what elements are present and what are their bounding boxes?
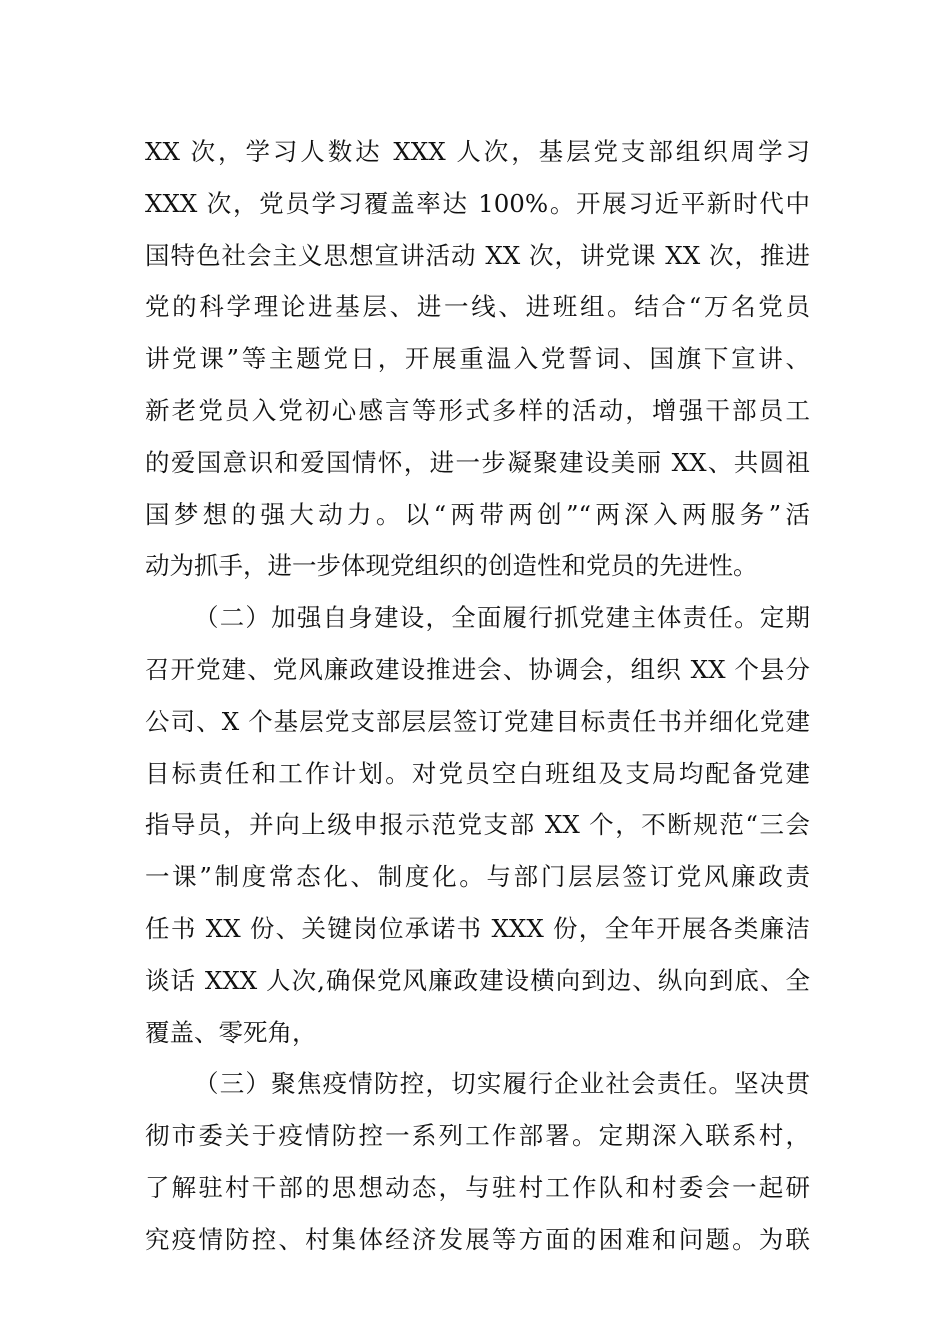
section-heading-line: （二）加强自身建设，全面履行抓党建主体责任。定期 xyxy=(194,603,810,633)
text-line: 公司、X 个基层党支部层层签订党建目标责任书并细化党建 xyxy=(145,706,810,736)
text-line: 召开党建、党风廉政建设推进会、协调会，组织 XX 个县分 xyxy=(145,654,810,684)
text-line: XXX 次，党员学习覆盖率达 100%。开展习近平新时代中 xyxy=(145,188,810,218)
text-line: 任书 XX 份、关键岗位承诺书 XXX 份，全年开展各类廉洁 xyxy=(145,913,810,943)
text-line: 新老党员入党初心感言等形式多样的活动，增强干部员工 xyxy=(145,395,810,425)
text-line: 党的科学理论进基层、进一线、进班组。结合“万名党员 xyxy=(145,292,810,322)
text-line: 讲党课”等主题党日，开展重温入党誓词、国旗下宣讲、 xyxy=(145,344,810,374)
text-line: 动为抓手，进一步体现党组织的创造性和党员的先进性。 xyxy=(145,551,758,581)
text-line: 目标责任和工作计划。对党员空白班组及支局均配备党建 xyxy=(145,758,810,788)
body-text xyxy=(145,126,810,1266)
text-line: 谈话 XXX 人次,确保党风廉政建设横向到边、纵向到底、全 xyxy=(145,965,810,995)
text-line: 了解驻村干部的思想动态，与驻村工作队和村委会一起研 xyxy=(145,1172,810,1202)
text-line: 指导员，并向上级申报示范党支部 XX 个，不断规范“三会 xyxy=(145,810,810,840)
text-line: 国梦想的强大动力。以“两带两创”“两深入两服务”活 xyxy=(145,499,810,529)
text-line: 彻市委关于疫情防控一系列工作部署。定期深入联系村， xyxy=(145,1121,810,1151)
section-heading-line: （三）聚焦疫情防控，切实履行企业社会责任。坚决贯 xyxy=(194,1069,810,1099)
text-line: 的爱国意识和爱国情怀，进一步凝聚建设美丽 XX、共圆祖 xyxy=(145,447,810,477)
text-line: 究疫情防控、村集体经济发展等方面的困难和问题。为联 xyxy=(145,1224,810,1254)
text-line: XX 次，学习人数达 XXX 人次，基层党支部组织周学习 xyxy=(145,137,810,166)
text-line: 覆盖、零死角， xyxy=(145,1017,317,1047)
text-line: 国特色社会主义思想宣讲活动 XX 次，讲党课 XX 次，推进 xyxy=(145,240,810,270)
text-line: 一课”制度常态化、制度化。与部门层层签订党风廉政责 xyxy=(145,862,810,892)
